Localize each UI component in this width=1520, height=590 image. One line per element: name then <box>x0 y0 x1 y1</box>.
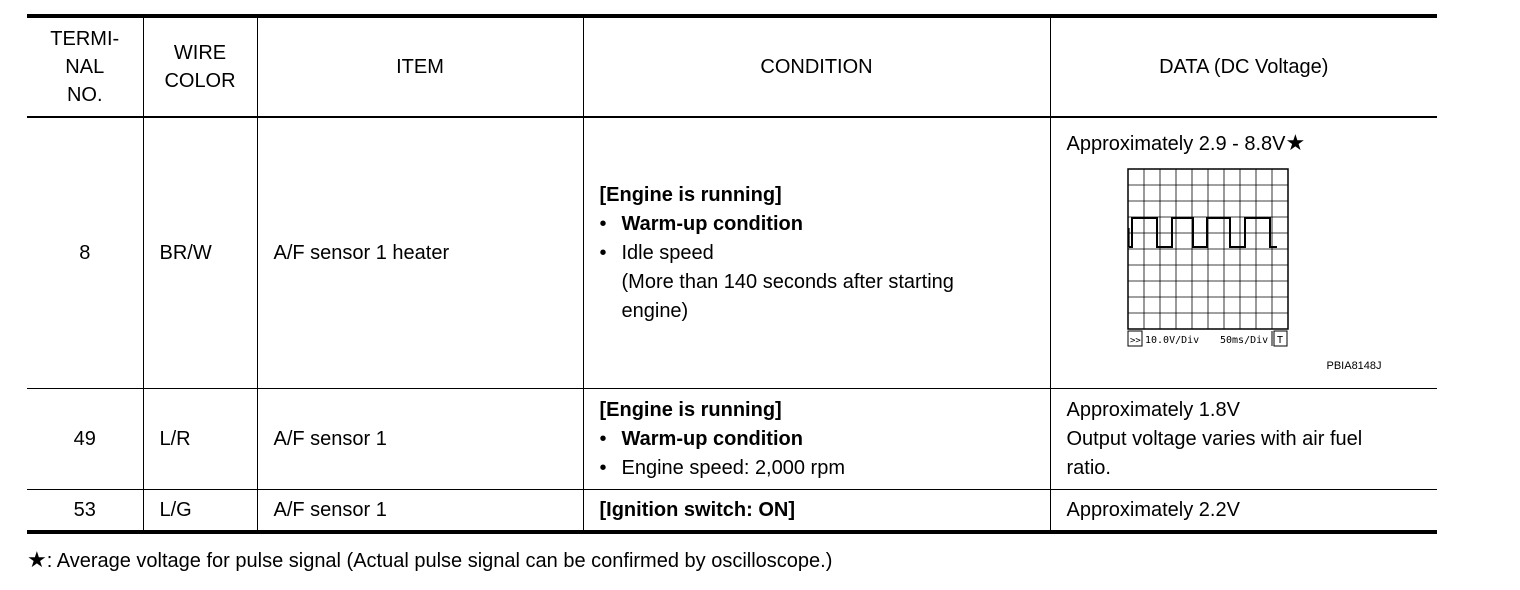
terminal-cell: 49 <box>27 389 143 490</box>
condition-cell <box>583 389 1050 490</box>
condition-heading: [Ignition switch: ON] <box>599 498 796 521</box>
bullet-text: Warm-up condition <box>621 427 803 450</box>
header-terminal-no <box>27 16 143 117</box>
bullet-text: Warm-up condition <box>621 212 803 235</box>
bullet-text: Idle speed <box>621 241 714 264</box>
table-row <box>27 490 1437 533</box>
header-wire-color <box>143 16 257 117</box>
scope-time-div: 50ms/Div <box>1219 335 1268 346</box>
star-icon: ★ <box>1285 130 1306 155</box>
condition-bullet <box>600 454 1050 483</box>
header-terminal-line2: NAL <box>65 56 105 78</box>
header-terminal-line3: NO. <box>66 84 103 106</box>
wire-color-cell: L/G <box>143 490 257 533</box>
header-item: ITEM <box>257 16 583 117</box>
condition-heading: [Engine is running] <box>599 183 782 206</box>
table-row <box>27 389 1437 490</box>
wire-color-cell: BR/W <box>143 117 257 389</box>
condition-heading: [Engine is running] <box>599 398 782 421</box>
header-row <box>27 16 1437 117</box>
data-value <box>1067 128 1438 159</box>
condition-bullet <box>600 239 1050 268</box>
data-line: ratio. <box>1066 456 1111 479</box>
terminal-cell: 8 <box>27 117 143 389</box>
scope-left-tag: >> <box>1129 336 1141 346</box>
terminal-data-table <box>27 14 1437 534</box>
condition-cell <box>583 490 1050 533</box>
data-line: Approximately 1.8V <box>1066 398 1240 421</box>
footnote <box>27 546 832 575</box>
terminal-cell: 53 <box>27 490 143 533</box>
footnote-text: : Average voltage for pulse signal (Actual pulse signal can be confirmed by oscilloscope.) <box>46 550 833 572</box>
bullet-dot: • <box>599 241 607 264</box>
header-wire-line1: WIRE <box>173 42 227 64</box>
bullet-dot: • <box>599 427 607 450</box>
condition-note-line2: engine) <box>621 299 689 322</box>
wire-color-cell: L/R <box>143 389 257 490</box>
scope-right-tag: T <box>1276 335 1283 346</box>
condition-bullet <box>600 210 1050 239</box>
bullet-dot: • <box>599 456 607 479</box>
data-value-text: Approximately 2.9 - 8.8V <box>1066 133 1286 155</box>
bullet-text: Engine speed: 2,000 rpm <box>621 456 845 479</box>
header-data: DATA (DC Voltage) <box>1050 16 1437 117</box>
condition-bullet <box>600 425 1050 454</box>
oscilloscope-figure <box>1127 168 1297 359</box>
table-row <box>27 117 1437 389</box>
item-cell: A/F sensor 1 heater <box>257 117 583 389</box>
data-line: Output voltage varies with air fuel <box>1066 427 1363 450</box>
header-condition: CONDITION <box>583 16 1050 117</box>
oscilloscope-screen <box>1127 168 1297 350</box>
condition-note-line1: (More than 140 seconds after starting <box>621 270 954 293</box>
star-icon: ★ <box>27 547 47 572</box>
data-cell <box>1050 389 1437 490</box>
header-terminal-line1: TERMI- <box>50 28 120 50</box>
header-wire-line2: COLOR <box>164 70 236 92</box>
scope-volt-div: 10.0V/Div <box>1144 335 1199 346</box>
item-cell: A/F sensor 1 <box>257 490 583 533</box>
condition-cell <box>583 117 1050 389</box>
data-cell <box>1050 117 1437 389</box>
item-cell: A/F sensor 1 <box>257 389 583 490</box>
data-cell: Approximately 2.2V <box>1050 490 1437 533</box>
bullet-dot: • <box>599 212 607 235</box>
figure-code: PBIA8148J <box>1326 360 1382 372</box>
